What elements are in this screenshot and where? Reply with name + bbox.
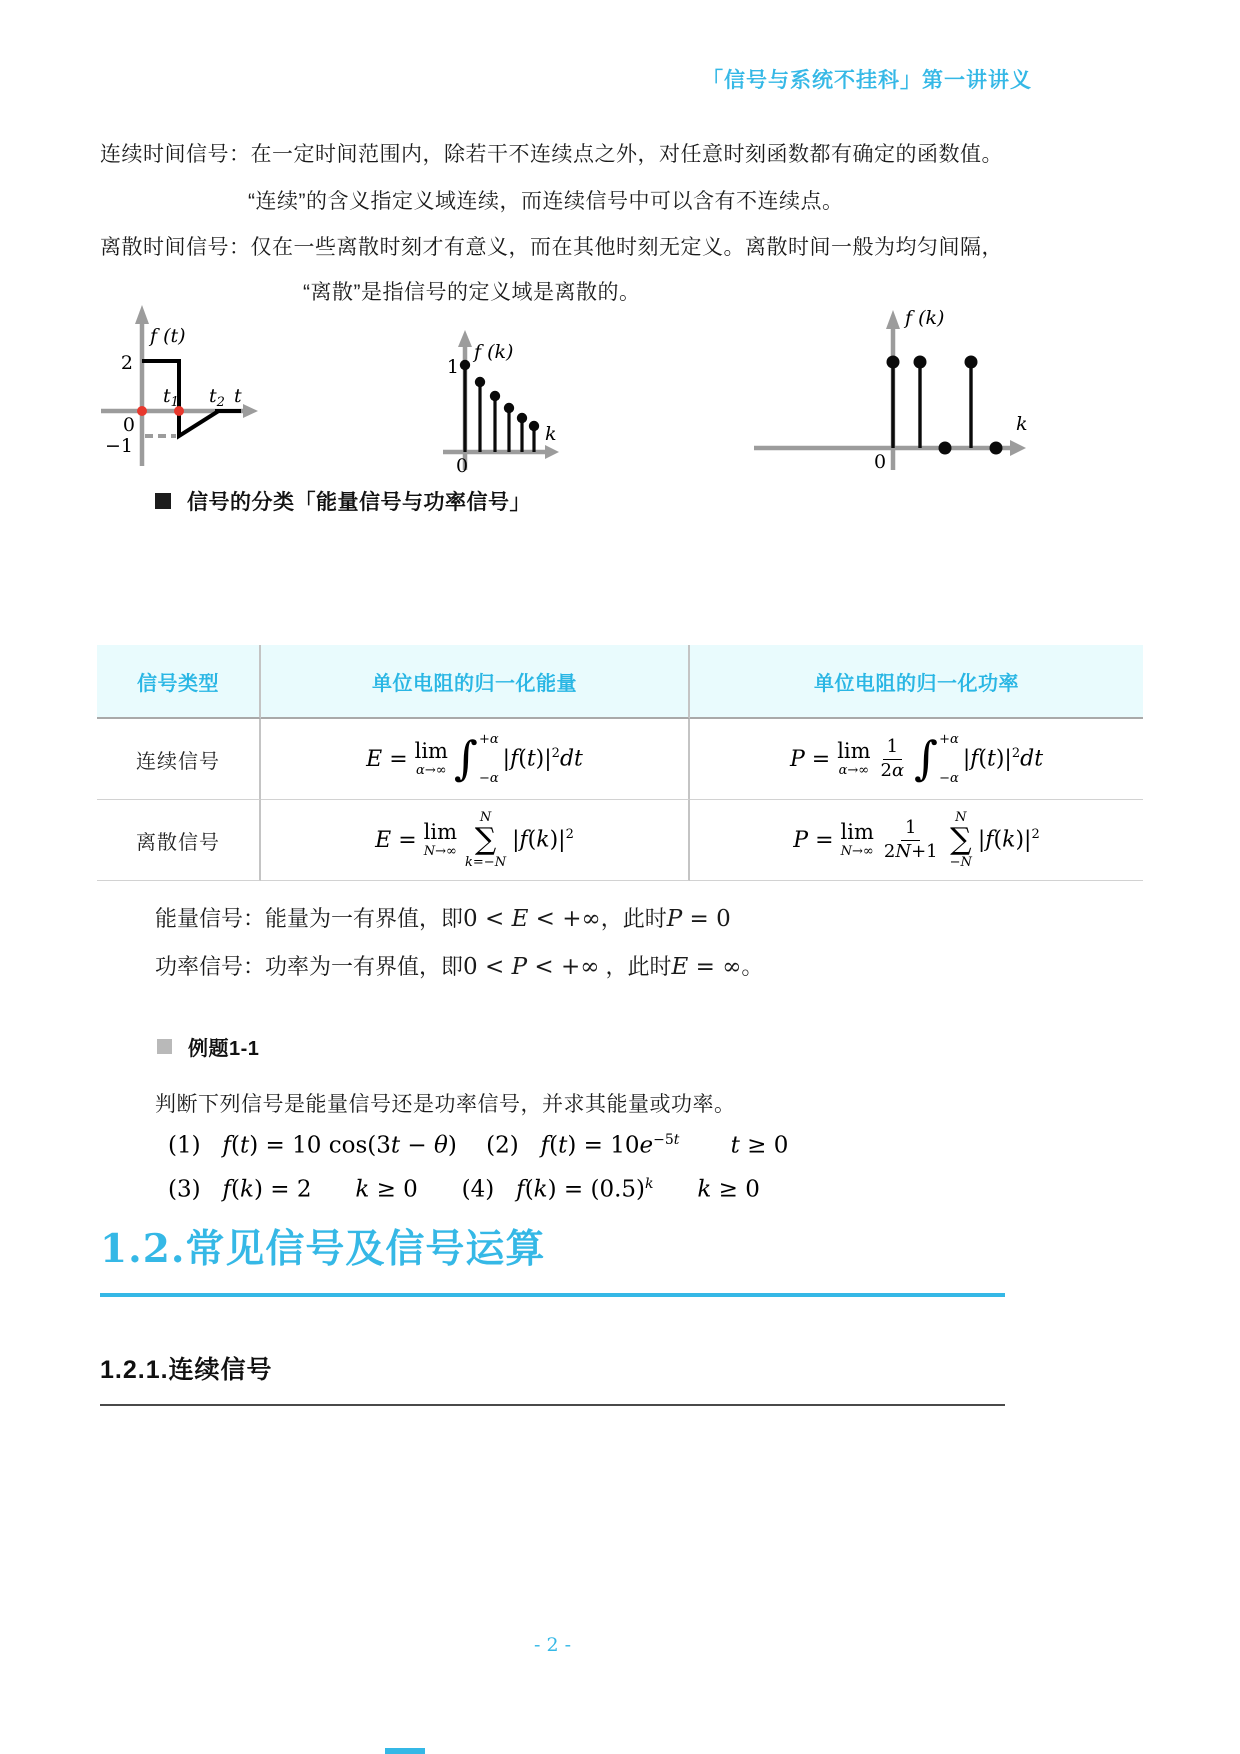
formula-energy-discrete: E = lim N→∞ N ∑ k=−N $|f(k)|^2$	[375, 810, 574, 870]
energy-signal-statement	[155, 902, 731, 933]
discontinuity-dot-origin	[137, 406, 147, 416]
figure-continuous-signal	[93, 278, 263, 470]
page-number: - 2 -	[533, 1634, 571, 1656]
table-row-continuous	[97, 719, 1143, 800]
stem-dots	[460, 360, 539, 431]
column-header-signal-type: 信号类型	[97, 645, 261, 719]
y-axis-label: f (k)	[905, 307, 945, 329]
row-label-discrete: 离散信号	[97, 800, 261, 881]
example-problems-line1: (1) f(t) = 10 cos(3t − θ) (2) $f(t) = 10e^{-5t}$ t ≥ 0	[168, 1132, 789, 1159]
paragraph-discrete-note: “离散”是指信号的定义域是离散的。	[303, 281, 641, 304]
column-header-normalized-power: 单位电阻的归一化功率	[690, 645, 1143, 719]
x-axis-label: k	[545, 423, 557, 445]
stem-lines	[465, 365, 534, 452]
y-axis-arrow-icon	[886, 310, 900, 329]
term-label: 连续时间信号：	[100, 143, 251, 166]
figure-discrete-signal-with-zeros	[748, 278, 1043, 478]
term-text: 在一定时间范围内，除若干不连续点之外，对任意时刻函数都有确定的函数值。	[250, 143, 1003, 166]
xtick-t1: $t_1$	[163, 385, 179, 410]
document-header-title: 「信号与系统不挂科」第一讲讲义	[702, 67, 1032, 92]
statement-body: 功率为一有界值，即0 < P < +∞ ，此时E = ∞。	[265, 954, 764, 980]
formula-power-continuous: P = lim α→∞ $\frac{1}{2\alpha}$ ∫ +α −α $|f(t)|^2dt$	[789, 731, 1044, 786]
classification-heading	[155, 486, 531, 516]
ytick-minus1: −1	[104, 435, 133, 457]
y-axis-label: f (t)	[150, 325, 186, 347]
statement-body: 能量为一有界值，即0 < E < +∞，此时P = 0	[265, 906, 731, 932]
y-axis-arrow-icon	[458, 330, 472, 347]
formula-power-discrete: P = lim N→∞ $\frac{1}{2N+1}$ N ∑ −N $|f(k)|^2$	[793, 810, 1040, 870]
stem-dots	[887, 356, 1003, 455]
origin-label: 0	[873, 451, 887, 473]
x-axis-arrow-icon	[545, 445, 559, 459]
classification-heading-text: 信号的分类「能量信号与功率信号」	[187, 491, 531, 514]
stem-lines	[893, 362, 971, 448]
statement-label: 功率信号：	[155, 954, 266, 979]
paragraph-continuous-note: “连续”的含义指定义域连续，而连续信号中可以含有不连续点。	[248, 190, 844, 213]
section-underline	[100, 1293, 1005, 1297]
table-header-row	[97, 645, 1143, 719]
y-axis-arrow-icon	[135, 305, 149, 324]
example-problems-line2: (3) f(k) = 2 k ≥ 0 (4) $f(k) = (0.5)^k$ k ≥ 0	[168, 1176, 760, 1203]
table-row-discrete	[97, 800, 1143, 881]
ytick-2: 2	[120, 352, 133, 374]
paragraph-discrete-definition	[100, 231, 1003, 261]
ytick-1: 1	[446, 356, 459, 378]
y-axis-label: f (k)	[474, 341, 514, 363]
gray-square-bullet-icon	[157, 1039, 172, 1054]
x-axis-label: t	[234, 385, 242, 407]
power-signal-statement	[155, 950, 763, 981]
signal-curve	[142, 361, 241, 436]
x-axis-label: k	[1016, 413, 1028, 435]
formula-energy-continuous: E = lim α→∞ ∫ +α −α $|f(t)|^2dt$	[366, 731, 583, 786]
subsection-underline	[100, 1404, 1005, 1406]
subsection-title: 1.2.1.连续信号	[100, 1356, 273, 1384]
ytick-0: 0	[122, 414, 135, 436]
term-label: 离散时间信号：	[100, 236, 251, 259]
x-axis-arrow-icon	[243, 404, 258, 418]
origin-label: 0	[455, 455, 469, 477]
section-title: 1.2.常见信号及信号运算	[100, 1226, 546, 1272]
statement-label: 能量信号：	[155, 906, 266, 931]
energy-power-table	[97, 645, 1143, 881]
x-axis-arrow-icon	[1010, 440, 1026, 456]
example-title: 例题1-1	[188, 1038, 260, 1060]
paragraph-continuous-definition	[100, 138, 1003, 168]
bottom-accent-dash	[385, 1748, 425, 1754]
example-prompt: 判断下列信号是能量信号还是功率信号，并求其能量或功率。	[155, 1093, 736, 1116]
example-heading	[157, 1032, 259, 1061]
figure-discrete-decaying-signal	[433, 318, 573, 483]
row-label-continuous: 连续信号	[97, 719, 261, 800]
black-square-bullet-icon	[155, 493, 171, 509]
xtick-t2: $t_2$	[209, 385, 225, 410]
term-text: 仅在一些离散时刻才有意义，而在其他时刻无定义。离散时间一般为均匀间隔，	[250, 236, 1003, 259]
column-header-normalized-energy: 单位电阻的归一化能量	[261, 645, 690, 719]
